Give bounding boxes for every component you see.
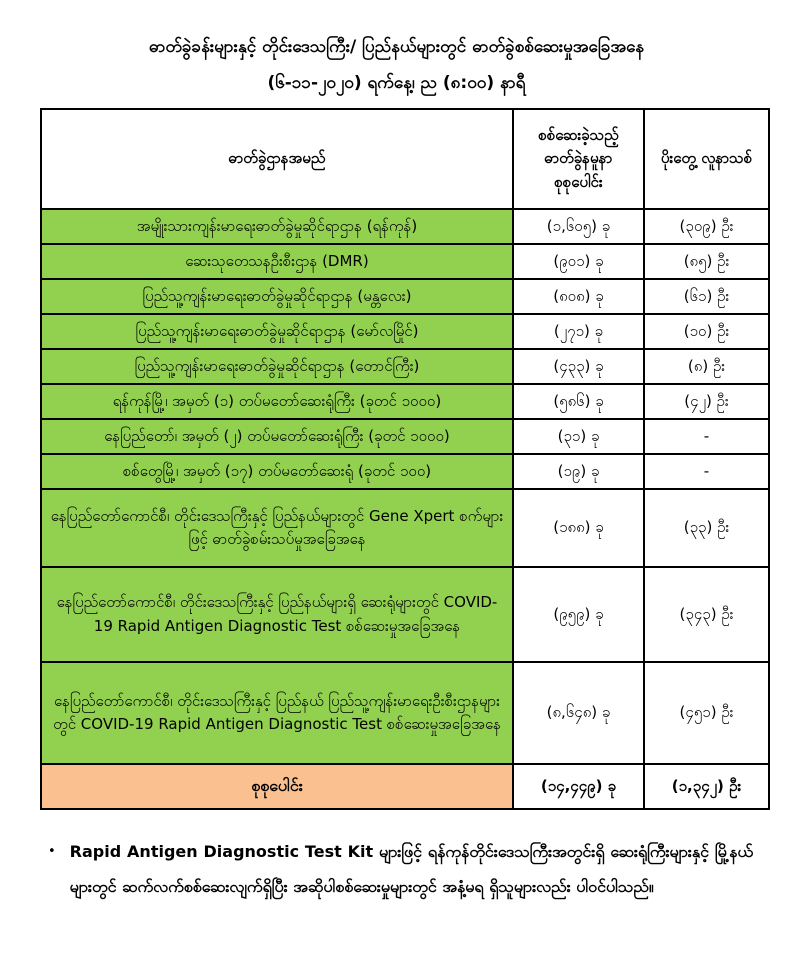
- positives-cell: (၁၀) ဦး: [644, 314, 769, 349]
- header-samples-tested: စစ်ဆေးခဲ့သည့် ဓာတ်ခွဲနမူနာ စုစုပေါင်း: [513, 109, 644, 209]
- title-line-2: (၆-၁၁-၂၀၂၀) ရက်နေ့၊ ည (၈:၀၀) နာရီ: [267, 73, 526, 93]
- positives-cell: (၃၄၃) ဦး: [644, 567, 769, 662]
- header-new-positives: ပိုးတွေ့ လူနာသစ်: [644, 109, 769, 209]
- samples-cell: (၅၈၆) ခု: [513, 384, 644, 419]
- samples-cell: (၈၀၈) ခု: [513, 279, 644, 314]
- samples-cell: (၁၈၈) ခု: [513, 489, 644, 567]
- bullet-icon: •: [48, 844, 56, 859]
- table-header-row: [41, 109, 769, 209]
- positives-cell: (၃၃) ဦး: [644, 489, 769, 567]
- samples-cell: (၁၉) ခု: [513, 454, 644, 489]
- positives-cell: (၈) ဦး: [644, 349, 769, 384]
- samples-cell: (၉၀၁) ခု: [513, 244, 644, 279]
- total-samples-cell: (၁၄,၄၄၉) ခု: [513, 764, 644, 809]
- lab-name-cell: ဆေးသုတေသနဦးစီးဌာန (DMR): [41, 244, 513, 279]
- lab-name-cell: ပြည်သူ့ကျန်းမာရေးဓာတ်ခွဲမှုဆိုင်ရာဌာန (မန္တလေး): [41, 279, 513, 314]
- page-title: [0, 0, 793, 102]
- positives-cell: (၆၁) ဦး: [644, 279, 769, 314]
- total-positives-cell: (၁,၃၄၂) ဦး: [644, 764, 769, 809]
- table-row: [41, 419, 769, 454]
- table-row: [41, 567, 769, 662]
- samples-cell: (၁,၆၀၅) ခု: [513, 209, 644, 244]
- header-lab-name: ဓာတ်ခွဲဌာနအမည်: [41, 109, 513, 209]
- samples-cell: (၉၅၉) ခု: [513, 567, 644, 662]
- positives-cell: (၄၂) ဦး: [644, 384, 769, 419]
- table-row: [41, 384, 769, 419]
- lab-name-cell: နေပြည်တော်၊ အမှတ် (၂) တပ်မတော်ဆေးရုံကြီး (ခုတင် ၁၀၀၀): [41, 419, 513, 454]
- samples-cell: (၄၃၃) ခု: [513, 349, 644, 384]
- samples-cell: (၈,၆၄၈) ခု: [513, 662, 644, 764]
- table-row: [41, 662, 769, 764]
- lab-name-cell: အမျိုးသားကျန်းမာရေးဓာတ်ခွဲမှုဆိုင်ရာဌာန (ရန်ကုန်): [41, 209, 513, 244]
- total-row: [41, 764, 769, 809]
- table-row: [41, 489, 769, 567]
- table-row: [41, 209, 769, 244]
- table-row: [41, 244, 769, 279]
- lab-name-cell: ပြည်သူ့ကျန်းမာရေးဓာတ်ခွဲမှုဆိုင်ရာဌာန (တောင်ကြီး): [41, 349, 513, 384]
- table-row: [41, 314, 769, 349]
- lab-name-cell: နေပြည်တော်ကောင်စီ၊ တိုင်းဒေသကြီးနှင့် ပြည်နယ် ပြည်သူ့ကျန်းမာရေးဦးစီးဌာနများတွင် COVID-19 Rapid Antigen Diagnostic Test စစ်ဆေးမှုအခြေအနေ: [41, 662, 513, 764]
- lab-name-cell: နေပြည်တော်ကောင်စီ၊ တိုင်းဒေသကြီးနှင့် ပြည်နယ်များတွင် Gene Xpert စက်များဖြင့် ဓာတ်ခွဲစမ်းသပ်မှုအခြေအနေ: [41, 489, 513, 567]
- title-line-1: ဓာတ်ခွဲခန်းများနှင့် တိုင်းဒေသကြီး/ ပြည်နယ်များတွင် ဓာတ်ခွဲစစ်ဆေးမှုအခြေအနေ: [148, 37, 645, 57]
- positives-cell: -: [644, 419, 769, 454]
- positives-cell: -: [644, 454, 769, 489]
- lab-name-cell: စစ်တွေမြို့၊ အမှတ် (၁၇) တပ်မတော်ဆေးရုံ (ခုတင် ၁၀၀): [41, 454, 513, 489]
- positives-cell: (၈၅) ဦး: [644, 244, 769, 279]
- lab-name-cell: ပြည်သူ့ကျန်းမာရေးဓာတ်ခွဲမှုဆိုင်ရာဌာန (မော်လမြိုင်): [41, 314, 513, 349]
- positives-cell: (၄၅၁) ဦး: [644, 662, 769, 764]
- samples-cell: (၂၇၁) ခု: [513, 314, 644, 349]
- lab-name-cell: ရန်ကုန်မြို့၊ အမှတ် (၁) တပ်မတော်ဆေးရုံကြီး (ခုတင် ၁၀၀၀): [41, 384, 513, 419]
- lab-testing-table: [40, 108, 770, 810]
- positives-cell: (၃၀၉) ဦး: [644, 209, 769, 244]
- table-row: [41, 349, 769, 384]
- lab-name-cell: နေပြည်တော်ကောင်စီ၊ တိုင်းဒေသကြီးနှင့် ပြည်နယ်များရှိ ဆေးရုံများတွင် COVID-19 Rapid Antigen Diagnostic Test စစ်ဆေးမှုအခြေအနေ: [41, 567, 513, 662]
- total-label-cell: စုစုပေါင်း: [41, 764, 513, 809]
- table-row: [41, 454, 769, 489]
- table-row: [41, 279, 769, 314]
- footnote-text: Rapid Antigen Diagnostic Test Kit များဖြင့် ရန်ကုန်တိုင်းဒေသကြီးအတွင်းရှိ ဆေးရုံကြီးများနှင့် မြို့နယ်များတွင် ဆက်လက်စစ်ဆေးလျက်ရှိပြီး အဆိုပါစစ်ဆေးမှုများတွင် အနံ့မရ ရှိသူများလည်း ပါဝင်ပါသည်။: [69, 842, 753, 896]
- samples-cell: (၃၁) ခု: [513, 419, 644, 454]
- footnote: [48, 834, 753, 904]
